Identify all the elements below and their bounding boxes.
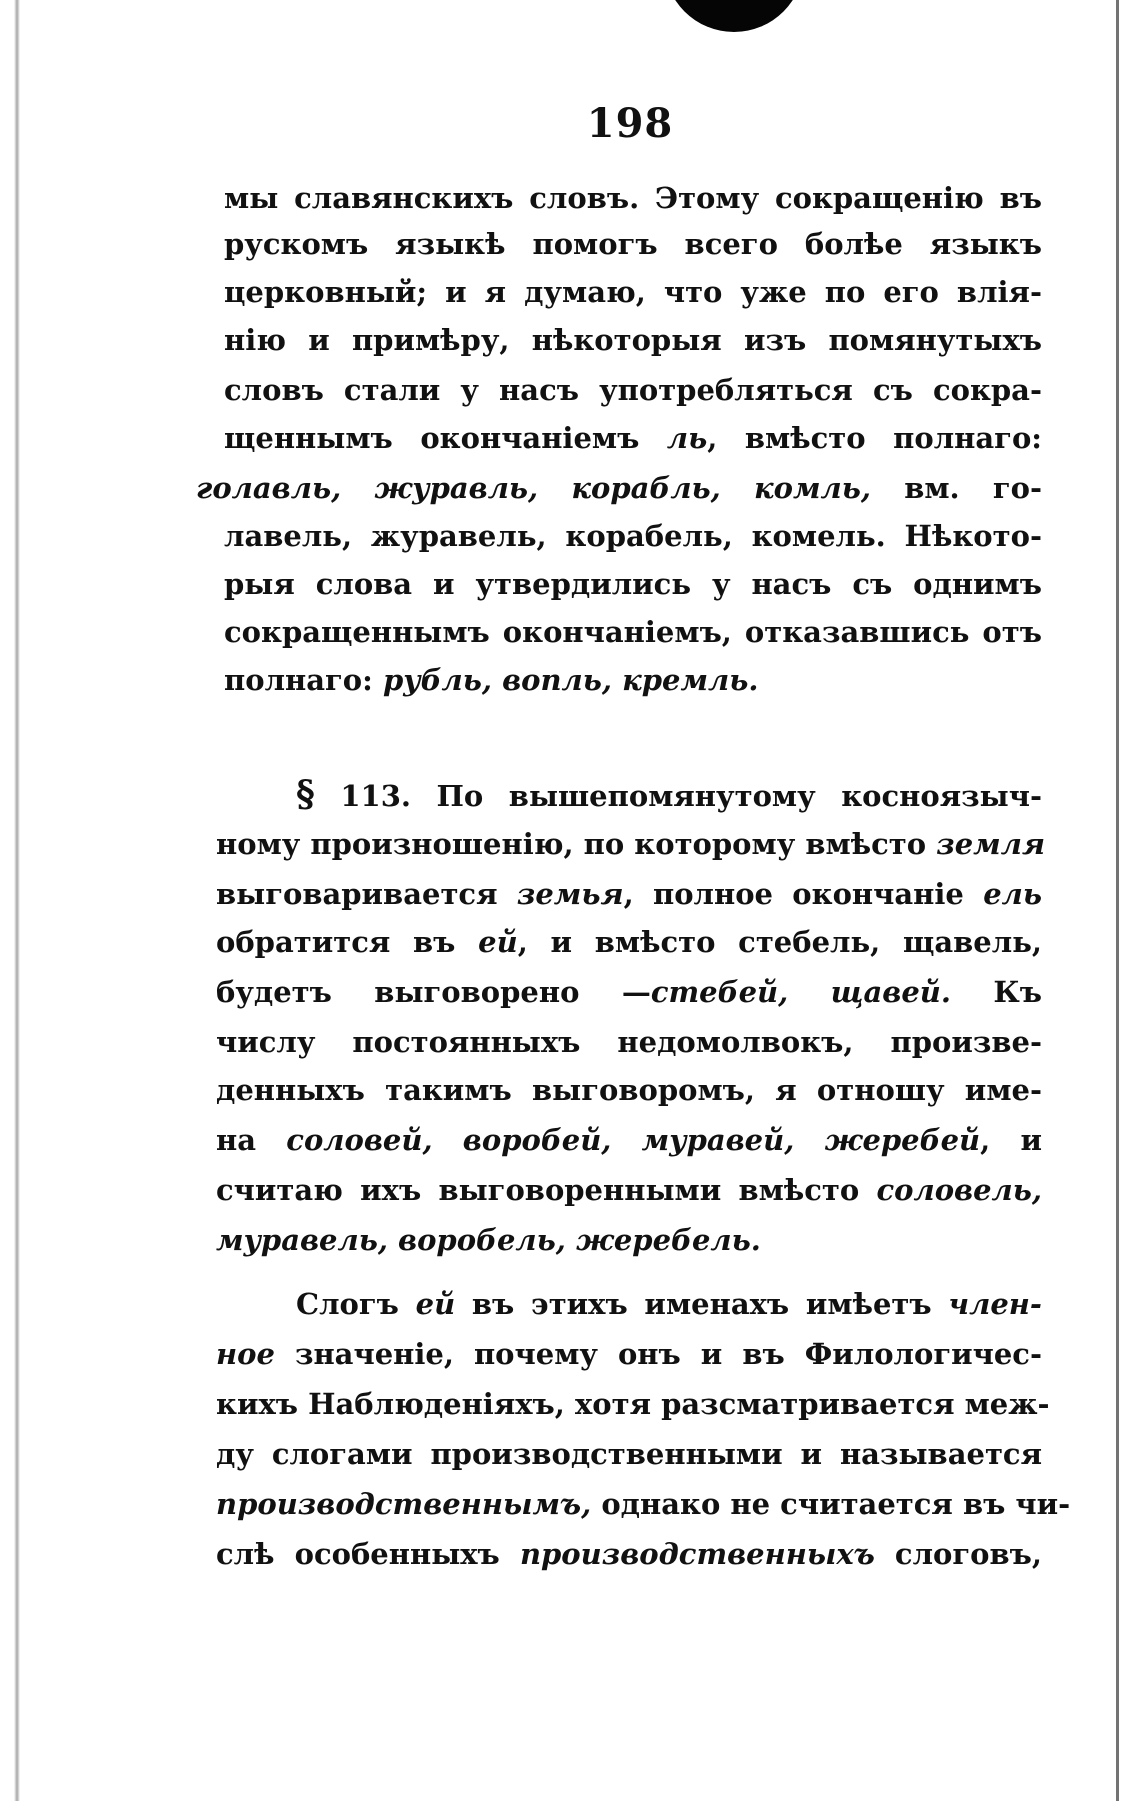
text-line — [216, 1072, 1042, 1108]
text-line — [224, 322, 1042, 358]
text-span: щеннымъ окончаніемъ — [224, 421, 640, 455]
italic-span: земья — [516, 877, 624, 911]
text-line — [224, 420, 1042, 456]
section-number: 113. — [340, 779, 411, 813]
text-span: рыя слова и утвердились у насъ съ однимъ — [224, 567, 1042, 601]
text-span: мы славянскихъ словъ. Этому сокращенію въ — [224, 181, 1042, 215]
text-span: полнаго: — [224, 663, 373, 697]
text-line — [216, 1486, 1071, 1522]
text-line — [216, 1336, 1042, 1372]
italic-span: ей — [478, 925, 518, 959]
text-span: рускомъ языкѣ помогъ всего болѣе языкъ — [224, 227, 1042, 261]
text-span: денныхъ такимъ выговоромъ, я отношу име- — [216, 1073, 1042, 1107]
text-span: значеніе, почему онъ и въ Филологичес- — [294, 1337, 1042, 1371]
text-span: въ этихъ именахъ имѣетъ — [471, 1287, 932, 1321]
text-span: выговаривается — [216, 877, 498, 911]
italic-span: рубль, вопль, кремль. — [382, 663, 759, 697]
text-line — [296, 773, 1042, 815]
text-line — [216, 1122, 1042, 1158]
text-line — [216, 1436, 1042, 1472]
text-line — [224, 518, 1042, 554]
text-line — [224, 180, 1042, 216]
italic-span: стебей, щавей. — [650, 975, 951, 1009]
text-line — [216, 1172, 1042, 1208]
text-span: , и — [980, 1123, 1042, 1157]
text-line — [224, 226, 1042, 262]
text-span: По вышепомянутому косноязыч- — [436, 779, 1042, 813]
italic-span: земля — [936, 827, 1046, 861]
text-span: Слогъ — [296, 1287, 399, 1321]
text-span: церковный; и я думаю, что уже по его влія- — [224, 275, 1042, 309]
text-span: , полное окончаніе — [623, 877, 964, 911]
italic-span: производственнымъ, — [216, 1487, 592, 1521]
text-line — [216, 974, 1042, 1010]
text-line — [216, 876, 1042, 912]
text-line — [224, 274, 1042, 310]
text-span: числу постоянныхъ недомолвокъ, произве- — [216, 1025, 1042, 1059]
page-number: 198 — [586, 100, 674, 147]
text-line — [216, 1222, 1042, 1258]
text-line — [196, 470, 1042, 506]
text-line — [216, 826, 1046, 862]
text-line — [224, 372, 1042, 408]
italic-span: член- — [948, 1287, 1042, 1321]
italic-span: муравель, воробель, жеребель. — [216, 1223, 761, 1257]
italic-span: соловей, воробей, муравей, жеребей — [286, 1123, 981, 1157]
italic-span: ель — [983, 877, 1042, 911]
text-span: считаю ихъ выговоренными вмѣсто — [216, 1173, 860, 1207]
italic-span: ей — [415, 1287, 456, 1321]
text-span: слоговъ, — [894, 1537, 1042, 1571]
text-span: слѣ особенныхъ — [216, 1537, 500, 1571]
text-line — [216, 924, 1042, 960]
text-line — [216, 1536, 1042, 1572]
text-span: Къ — [993, 975, 1043, 1009]
text-span: , и вмѣсто стебель, щавель, — [517, 925, 1042, 959]
italic-span: производственныхъ — [519, 1537, 875, 1571]
italic-span: соловель, — [876, 1173, 1042, 1207]
text-line — [224, 614, 1042, 650]
text-line — [296, 1286, 1042, 1322]
text-span: словъ стали у насъ употребляться съ сокра- — [224, 373, 1042, 407]
text-span: сокращеннымъ окончаніемъ, отказавшись отъ — [224, 615, 1042, 649]
text-span: однако не считается въ чи- — [601, 1487, 1071, 1521]
text-line — [224, 566, 1042, 602]
text-span: , вмѣсто полнаго: — [707, 421, 1042, 455]
text-span: лавель, журавель, корабель, комель. Нѣкото- — [224, 519, 1042, 553]
section-sign: § — [296, 773, 315, 815]
text-line — [224, 662, 1042, 698]
text-line — [216, 1024, 1042, 1060]
italic-span: ное — [216, 1337, 275, 1371]
text-span: будетъ выговорено — — [216, 975, 651, 1009]
text-span: кихъ Наблюденіяхъ, хотя разсматривается меж- — [216, 1387, 1050, 1421]
italic-span: голавль, журавль, корабль, комль, — [196, 471, 871, 505]
text-span: ду слогами производственными и называется — [216, 1437, 1042, 1471]
text-line — [216, 1386, 1050, 1422]
text-span: ному произношенію, по которому вмѣсто — [216, 827, 927, 861]
text-span: нію и примѣру, нѣкоторыя изъ помянутыхъ — [224, 323, 1042, 357]
italic-span: ль — [666, 421, 708, 455]
text-span: обратится въ — [216, 925, 456, 959]
text-span: вм. го- — [904, 471, 1042, 505]
text-span: на — [216, 1123, 257, 1157]
